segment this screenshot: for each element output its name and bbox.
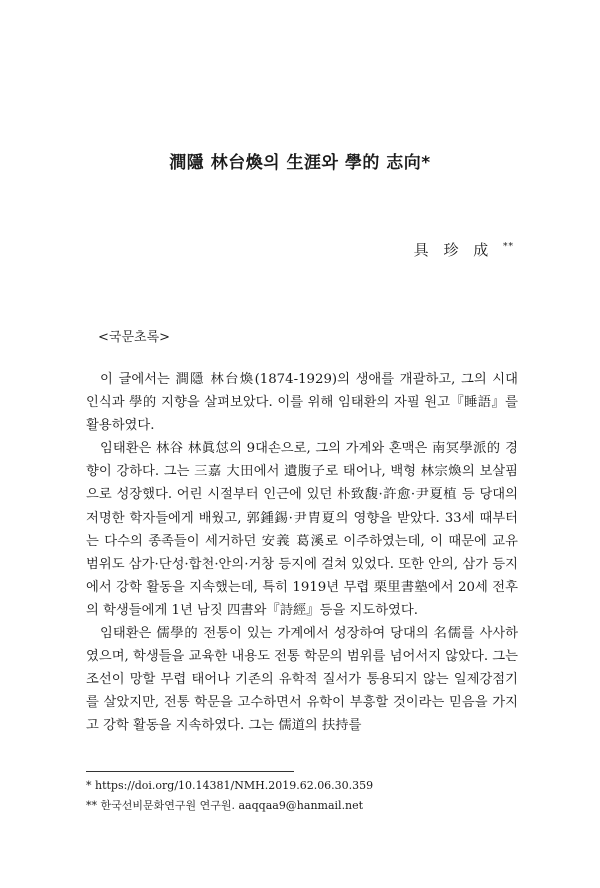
- abstract-paragraph: 임태환은 儒學的 전통이 있는 가계에서 성장하여 당대의 名儒를 사사하였으며, 학생들을 교육한 내용도 전통 학문의 범위를 넘어서지 않았다. 그는 조선이 망할 무렵 태어나 기존의 유학적 질서가 통용되지 않는 일제강점기를 살았지만, 전통 학문을 고수하면서 유학이 부흥할 것이라는 믿음을 가지고 강학 활동을 지속하였다. 그는 儒道의 扶持를: [86, 626, 518, 734]
- abstract-body: [86, 368, 518, 738]
- author-name: 具 珍 成: [413, 241, 494, 259]
- footnote-author-affiliation: ** 한국선비문화연구원 연구원. aaqqaa9@hanmail.net: [86, 799, 364, 812]
- footnote-divider: [86, 771, 294, 772]
- article-title: 澗隱 林台煥의 生涯와 學的 志向*: [169, 153, 431, 173]
- author-line: [414, 239, 514, 260]
- footnote-doi: * https://doi.org/10.14381/NMH.2019.62.06.30.359: [86, 779, 374, 792]
- author-footnote-mark: **: [503, 242, 514, 252]
- abstract-paragraph: 임태환은 林谷 林眞怤의 9대손으로, 그의 가계와 혼맥은 南冥學派的 경향이 강하다. 그는 三嘉 大田에서 遺腹子로 태어나, 백형 林宗煥의 보살핌으로 성장했다. 어린 시절부터 인근에 있던 朴致馥·許愈·尹夏植 등 당대의 저명한 학자들에게 배웠고, 郭鍾錫·尹胄夏의 영향을 받았다. 33세 때부터는 다수의 종족들이 세거하던 安義 葛溪로 이주하였는데, 이 때문에 교유 범위도 삼가·단성·합천·안의·거창 등지에 걸쳐 있었다. 또한 안의, 삼가 등지에서 강학 활동을 지속했는데, 특히 1919년 무렵 栗里書塾에서 20세 전후의 학생들에게 1년 남짓 四書와『詩經』등을 지도하였다.: [86, 441, 518, 618]
- abstract-label: <국문초록>: [98, 330, 171, 345]
- abstract-paragraph: 이 글에서는 澗隱 林台煥(1874-1929)의 생애를 개괄하고, 그의 시대 인식과 學的 지향을 살펴보았다. 이를 위해 임태환의 자필 원고『睡語』를 활용하였다.: [86, 372, 518, 434]
